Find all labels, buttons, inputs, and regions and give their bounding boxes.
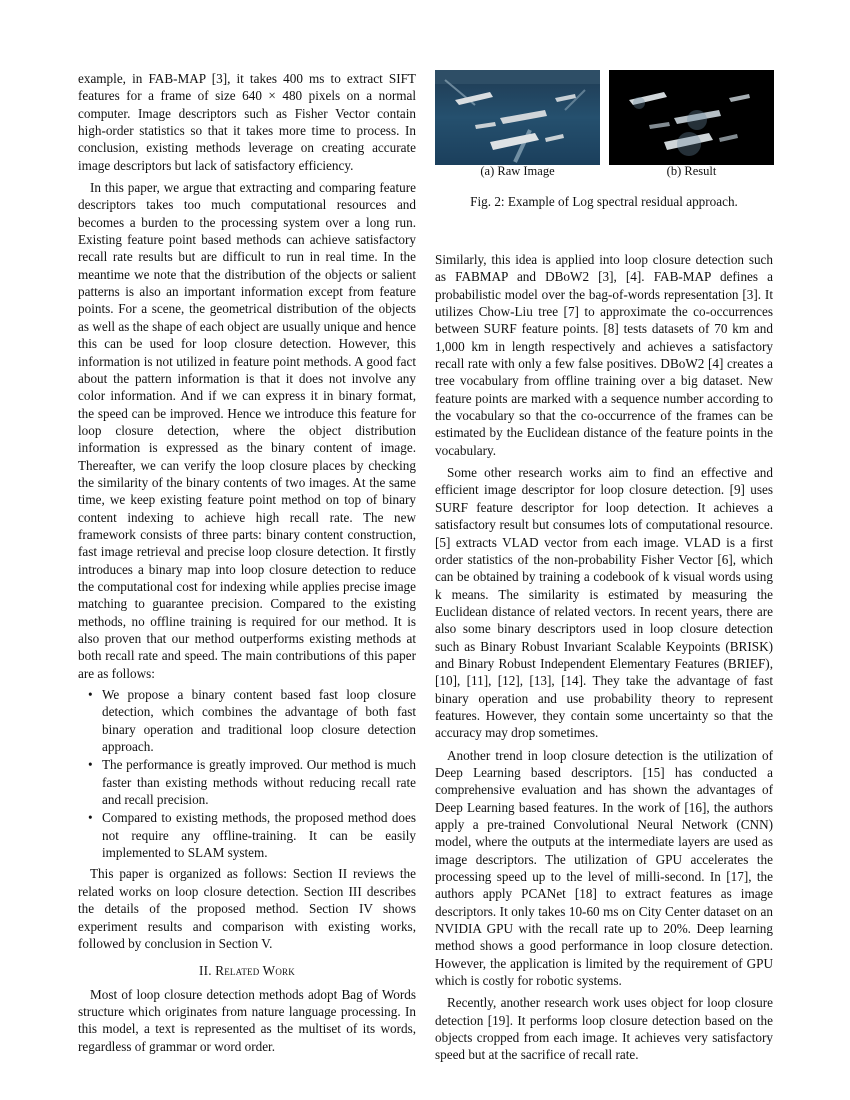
paragraph: This paper is organized as follows: Section II reviews the related works on loop closure detection. Section III describes the details of the proposed method. Section IV shows experiment results and comparison with existing works, followed by conclusion in Section V.	[78, 866, 416, 951]
list-item: • The performance is greatly improved. Our method is much faster than existing methods without reducing recall rate and recall precision.	[102, 756, 416, 808]
left-column	[78, 70, 416, 1055]
list-item: • Compared to existing methods, the proposed method does not require any offline-training. It can be easily implemented to SLAM system.	[102, 809, 416, 861]
raw-image	[435, 70, 600, 165]
figure-caption: Fig. 2: Example of Log spectral residual approach.	[470, 194, 738, 209]
section-heading	[78, 962, 416, 979]
paragraph: Some other research works aim to find an effective and efficient image descriptor for loop closure detection. [9] uses SURF feature descriptor for loop detection. It achieves a satisfactory result but consumes lots of computational resource. [5] extracts VLAD vector from each image. VLAD is a first order statistics of the non-probability Fisher Vector [6], which can be obtained by training a codebook of k visual words using k means. The similarity is estimated by measuring the Euclidean distance of related vectors. In recent years, there are also some binary descriptors used in loop closure detection such as Binary Robust Invariant Scalable Keypoints (BRISK) and Binary Robust Independent Elementary Features (BRIEF), [10], [11], [12], [13], [14]. They take the advantage of fast binary operation and use probability theory to represent features. However, they contain some uncertainty so that the accuracy may drop sometimes.	[435, 465, 773, 741]
subfigure-label-a: (a) Raw Image	[480, 164, 555, 178]
paragraph: Recently, another research work uses object for loop closure detection [19]. It performs loop closure detection based on the objects cropped from each image. It achieves very satisfactory speed but at the sacrifice of recall rate.	[435, 995, 773, 1063]
right-column	[435, 251, 773, 1064]
paragraph: Another trend in loop closure detection is the utilization of Deep Learning based descriptors. [15] has conducted a comprehensive evaluation and has shown the advantages of Deep Learning based features. In the work of [16], the authors apply a pre-trained Convolutional Neural Network (CNN) model, where the outputs at the intermediate layers are used as image descriptors. The utilization of GPU accelerates the processing speed up to the level of milli-second. In [17], the authors apply PCANet [18] to extract features as image descriptors. It only takes 10-60 ms on City Center dataset on an NVIDIA GPU with the recall rate up to 20%. Deep learning method shows a good performance in loop closure detection. However, the application is limited by the requirement of GPU which is costly for robotic systems.	[435, 747, 773, 989]
paragraph: Most of loop closure detection methods adopt Bag of Words structure which originates from nature language processing. In this model, a text is represented as the multiset of its words, regardless of grammar or word order.	[78, 986, 416, 1054]
result-image	[609, 70, 774, 165]
paragraph: example, in FAB-MAP [3], it takes 400 ms to extract SIFT features for a frame of size 640 × 480 pixels on a normal computer. Image descriptors such as Fisher Vector contain high-order statistics so that it takes more time to process. In conclusion, existing methods leverage on creating accurate image descriptors but lack of satisfactory efficiency.	[78, 71, 416, 173]
subfigure-label-b: (b) Result	[666, 164, 717, 178]
section-title: Related Work	[215, 963, 295, 979]
contributions-list	[78, 686, 416, 861]
paragraph: In this paper, we argue that extracting and comparing feature descriptors takes too much computational resources and becomes a burden to the processing system over a long run. Existing feature point based methods can achieve satisfactory recall rate results but are difficult to run in real time. In the meantime we note that the distribution of the objects or salient patterns is also an important information except from feature points. For a scene, the geometrical distribution of the objects as well as the shape of each object are usually unique and hence this can be used for loop closure detection. However, this information is not utilized in feature point methods. A good fact about the pattern information is that it does not involve any color information. And if we can express it in binary format, the speed can be improved. Hence we introduce this feature for loop closure detection, where the object distribution information is expressed as the binary content of image. Thereafter, we can verify the loop closure places by checking the similarity of the binary contents of two images. At the same time, we keep existing feature point method on top of binary content indexing to achieve high recall rate. The new framework consists of three parts: binary content construction, fast image retrieval and precise loop closure detection. It firstly introduces a binary map into loop closure detection to reduce the computational cost for indexing while applies precise image matching to guarantee precision. Compared to the existing methods, no offline training is required for our method. It is also proven that our method outperforms existing methods at both recall rate and speed. The main contributions of this paper are as follows:	[78, 180, 416, 681]
section-number: II.	[199, 963, 212, 979]
list-item: • We propose a binary content based fast loop closure detection, which combines the advantage of both fast binary operation and traditional loop closure detection approach.	[102, 686, 416, 755]
paragraph: Similarly, this idea is applied into loop closure detection such as FABMAP and DBoW2 [3], [4]. FAB-MAP defines a probabilistic model over the bag-of-words representation [3]. It utilizes Chow-Liu tree [7] to approximate the co-occurrences between SURF feature points. [8] tests datasets of 70 km and 1,000 km in length respectively and achieves a satisfactory recall rate with only a few false positives. DBoW2 [4] creates a tree vocabulary from offline training over a big dataset. New feature points are marked with a sequence number according to the vocabulary so that the co-occurrence of the frames can be estimated by the Euclidean distance of the feature points in the vocabulary.	[435, 252, 773, 458]
